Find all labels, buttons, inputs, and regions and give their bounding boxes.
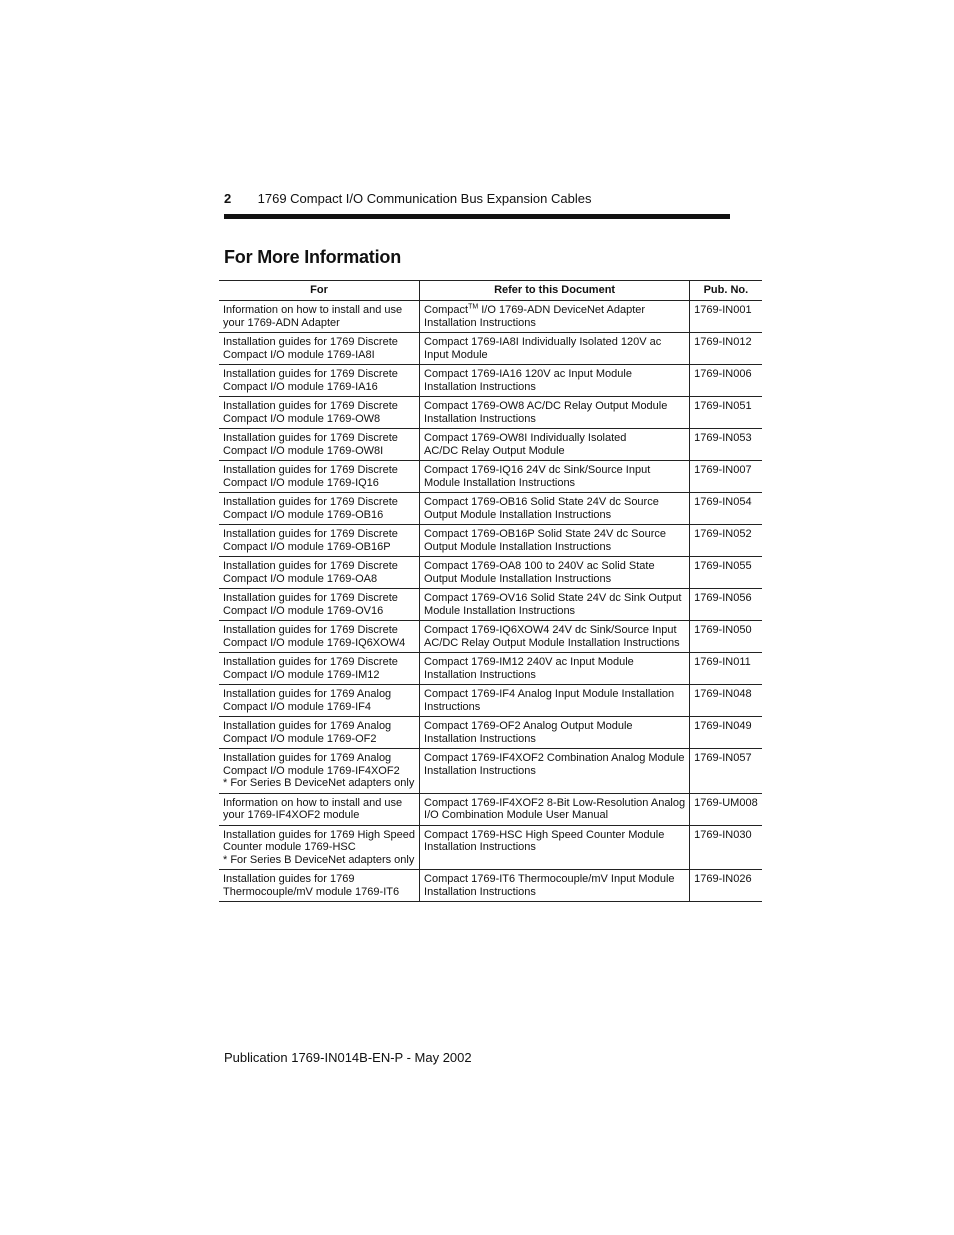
cell-line: Compact I/O module 1769-IA8I (223, 348, 375, 361)
cell-document (420, 397, 690, 429)
cell-for (219, 493, 420, 525)
cell-for (219, 333, 420, 365)
table-row (219, 685, 762, 717)
cell-line: Compact I/O module 1769-IM12 (223, 668, 380, 681)
cell-pub-no: 1769-IN007 (690, 461, 762, 493)
cell-line: Installation guides for 1769 Discrete (223, 336, 398, 348)
cell-line: Compact I/O module 1769-IF4 (223, 700, 371, 713)
cell-pub-no: 1769-IN001 (690, 301, 762, 333)
cell-for (219, 749, 420, 794)
cell-line: Module Installation Instructions (424, 604, 576, 617)
cell-pub-no: 1769-IN006 (690, 365, 762, 397)
cell-for (219, 621, 420, 653)
cell-line: Compact 1769-IA16 120V ac Input Module (424, 368, 632, 380)
cell-pub-no: 1769-IN050 (690, 621, 762, 653)
cell-line: Compact 1769-HSC High Speed Counter Module (424, 828, 665, 841)
cell-document (420, 333, 690, 365)
cell-document (420, 717, 690, 749)
cell-line: Installation Instructions (424, 316, 536, 329)
cell-line: Module Installation Instructions (424, 476, 576, 489)
table-row (219, 653, 762, 685)
cell-line: Compact I/O module 1769-IF4XOF2 (223, 764, 400, 777)
table-row (219, 749, 762, 794)
cell-line: Installation guides for 1769 Discrete (223, 496, 398, 508)
cell-document (420, 461, 690, 493)
cell-document (420, 365, 690, 397)
cell-pub-no: 1769-IN026 (690, 870, 762, 902)
cell-line: Compact 1769-IF4 Analog Input Module Installation (424, 688, 675, 700)
cell-line: Compact I/O module 1769-OV16 (223, 604, 384, 617)
cell-line: Installation Instructions (424, 885, 536, 898)
running-title: 1769 Compact I/O Communication Bus Expansion Cables (257, 191, 592, 206)
cell-line: Compact I/O module 1769-OB16P (223, 540, 391, 553)
cell-pub-no: 1769-IN054 (690, 493, 762, 525)
cell-line: Installation guides for 1769 Discrete (223, 528, 398, 540)
table-row (219, 589, 762, 621)
cell-for (219, 525, 420, 557)
footer-publication: Publication 1769-IN014B-EN-P - May 2002 (224, 1050, 472, 1065)
cell-line: Installation guides for 1769 Analog (223, 688, 392, 700)
cell-line: Compact I/O module 1769-IA16 (223, 380, 378, 393)
cell-line: * For Series B DeviceNet adapters only (223, 777, 415, 789)
cell-line: Output Module Installation Instructions (424, 572, 612, 585)
cell-for (219, 461, 420, 493)
doc-prefix: Compact (424, 304, 469, 316)
cell-line: Compact 1769-IQ6XOW4 24V dc Sink/Source Input (424, 624, 677, 636)
cell-pub-no: 1769-IN051 (690, 397, 762, 429)
table-row (219, 301, 762, 333)
table-row (219, 793, 762, 825)
cell-line: Installation guides for 1769 High Speed (223, 828, 416, 841)
table-row (219, 525, 762, 557)
cell-line: Compact I/O module 1769-OF2 (223, 732, 377, 745)
cell-for (219, 397, 420, 429)
cell-line: Compact 1769-OV16 Solid State 24V dc Sink Output (424, 592, 682, 604)
cell-line: Compact 1769-OW8I Individually Isolated (424, 432, 627, 444)
cell-line: Compact 1769-OW8 AC/DC Relay Output Module (424, 400, 668, 412)
cell-for (219, 685, 420, 717)
cell-line: Installation guides for 1769 Discrete (223, 400, 398, 412)
cell-line: Compact 1769-OB16P Solid State 24V dc Source (424, 528, 666, 540)
page-header (224, 191, 730, 206)
cell-line: Installation guides for 1769 Discrete (223, 592, 398, 604)
cell-line: Installation Instructions (424, 764, 536, 777)
cell-pub-no: 1769-IN057 (690, 749, 762, 794)
table-row (219, 717, 762, 749)
cell-for (219, 557, 420, 589)
cell-line: Compact 1769-IF4XOF2 8-Bit Low-Resolution Analog (424, 796, 686, 809)
cell-line: Compact I/O module 1769-OB16 (223, 508, 384, 521)
cell-line: Installation Instructions (424, 668, 536, 681)
cell-for (219, 429, 420, 461)
doc-rest: I/O 1769-ADN DeviceNet Adapter (478, 304, 646, 316)
cell-line: * For Series B DeviceNet adapters only (223, 853, 415, 866)
cell-for (219, 653, 420, 685)
cell-line: Compact 1769-OF2 Analog Output Module (424, 720, 633, 732)
table-row (219, 365, 762, 397)
cell-line: Output Module Installation Instructions (424, 540, 612, 553)
cell-for (219, 793, 420, 825)
cell-document (420, 793, 690, 825)
cell-line: Compact I/O module 1769-OW8 (223, 412, 381, 425)
cell-document (420, 525, 690, 557)
cell-pub-no: 1769-IN011 (690, 653, 762, 685)
cell-line (424, 304, 685, 317)
cell-line: Compact I/O module 1769-OW8I (223, 444, 384, 457)
table-row (219, 461, 762, 493)
cell-pub-no: 1769-UM008 (690, 793, 762, 825)
cell-pub-no: 1769-IN055 (690, 557, 762, 589)
table-row (219, 429, 762, 461)
cell-document (420, 557, 690, 589)
table-row (219, 397, 762, 429)
cell-line: I/O Combination Module User Manual (424, 809, 609, 821)
cell-line: Installation guides for 1769 Discrete (223, 464, 398, 476)
table-row (219, 333, 762, 365)
trademark-superscript: TM (468, 303, 479, 311)
cell-document (420, 653, 690, 685)
cell-line: Installation guides for 1769 Discrete (223, 432, 398, 444)
header-rule (224, 214, 730, 219)
cell-for (219, 365, 420, 397)
cell-document (420, 749, 690, 794)
cell-document (420, 825, 690, 870)
cell-document (420, 589, 690, 621)
cell-line: Thermocouple/mV module 1769-IT6 (223, 885, 400, 898)
cell-line: Compact 1769-IM12 240V ac Input Module (424, 656, 634, 668)
cell-line: Compact 1769-IF4XOF2 Combination Analog Module (424, 752, 685, 764)
cell-line: AC/DC Relay Output Module Installation Instructions (424, 636, 680, 649)
cell-pub-no: 1769-IN053 (690, 429, 762, 461)
cell-for (219, 589, 420, 621)
cell-pub-no: 1769-IN052 (690, 525, 762, 557)
cell-line: Compact 1769-IA8I Individually Isolated 120V ac (424, 336, 662, 348)
column-header-for: For (219, 281, 420, 301)
cell-line: Installation Instructions (424, 732, 536, 745)
cell-pub-no: 1769-IN048 (690, 685, 762, 717)
cell-line: Information on how to install and use (223, 304, 403, 316)
cell-line: Compact 1769-OA8 100 to 240V ac Solid State (424, 560, 655, 572)
cell-line: your 1769-ADN Adapter (223, 316, 340, 329)
cell-document (420, 301, 690, 333)
cell-line: Installation guides for 1769 Discrete (223, 624, 398, 636)
table-row (219, 493, 762, 525)
cell-line: Installation guides for 1769 Analog (223, 752, 392, 764)
cell-for (219, 301, 420, 333)
table-row (219, 557, 762, 589)
column-header-document: Refer to this Document (420, 281, 690, 301)
cell-for (219, 717, 420, 749)
section-title: For More Information (224, 247, 401, 267)
cell-line: Input Module (424, 348, 488, 361)
cell-line: Compact I/O module 1769-IQ6XOW4 (223, 636, 406, 649)
cell-line: Compact I/O module 1769-OA8 (223, 572, 378, 585)
cell-line: Installation Instructions (424, 412, 536, 425)
cell-line: Instructions (424, 700, 481, 713)
cell-line: Compact 1769-OB16 Solid State 24V dc Source (424, 496, 659, 508)
cell-line: Compact 1769-IT6 Thermocouple/mV Input Module (424, 873, 675, 885)
cell-line: Counter module 1769-HSC (223, 841, 356, 853)
table-header-row (219, 281, 762, 301)
cell-line: Compact 1769-IQ16 24V dc Sink/Source Input (424, 464, 651, 476)
cell-line: AC/DC Relay Output Module (424, 444, 565, 457)
cell-document (420, 685, 690, 717)
cell-pub-no: 1769-IN012 (690, 333, 762, 365)
cell-line: Installation guides for 1769 Discrete (223, 560, 398, 572)
cell-line: your 1769-IF4XOF2 module (223, 809, 360, 821)
cell-for (219, 825, 420, 870)
cell-line: Installation Instructions (424, 380, 536, 393)
cell-pub-no: 1769-IN030 (690, 825, 762, 870)
cell-pub-no: 1769-IN049 (690, 717, 762, 749)
reference-table (219, 280, 762, 902)
cell-line: Output Module Installation Instructions (424, 508, 612, 521)
cell-line: Installation guides for 1769 (223, 873, 355, 885)
table-row (219, 825, 762, 870)
cell-line: Installation guides for 1769 Discrete (223, 368, 398, 380)
cell-pub-no: 1769-IN056 (690, 589, 762, 621)
cell-line: Installation guides for 1769 Analog (223, 720, 392, 732)
cell-line: Installation guides for 1769 Discrete (223, 656, 398, 668)
cell-document (420, 621, 690, 653)
page-number: 2 (224, 191, 232, 206)
cell-document (420, 429, 690, 461)
table-row (219, 870, 762, 902)
cell-line: Installation Instructions (424, 841, 536, 853)
table-row (219, 621, 762, 653)
cell-line: Compact I/O module 1769-IQ16 (223, 476, 379, 489)
cell-line: Information on how to install and use (223, 796, 403, 809)
cell-document (420, 870, 690, 902)
cell-for (219, 870, 420, 902)
column-header-pub-no: Pub. No. (690, 281, 762, 301)
table-body (219, 301, 762, 902)
cell-document (420, 493, 690, 525)
